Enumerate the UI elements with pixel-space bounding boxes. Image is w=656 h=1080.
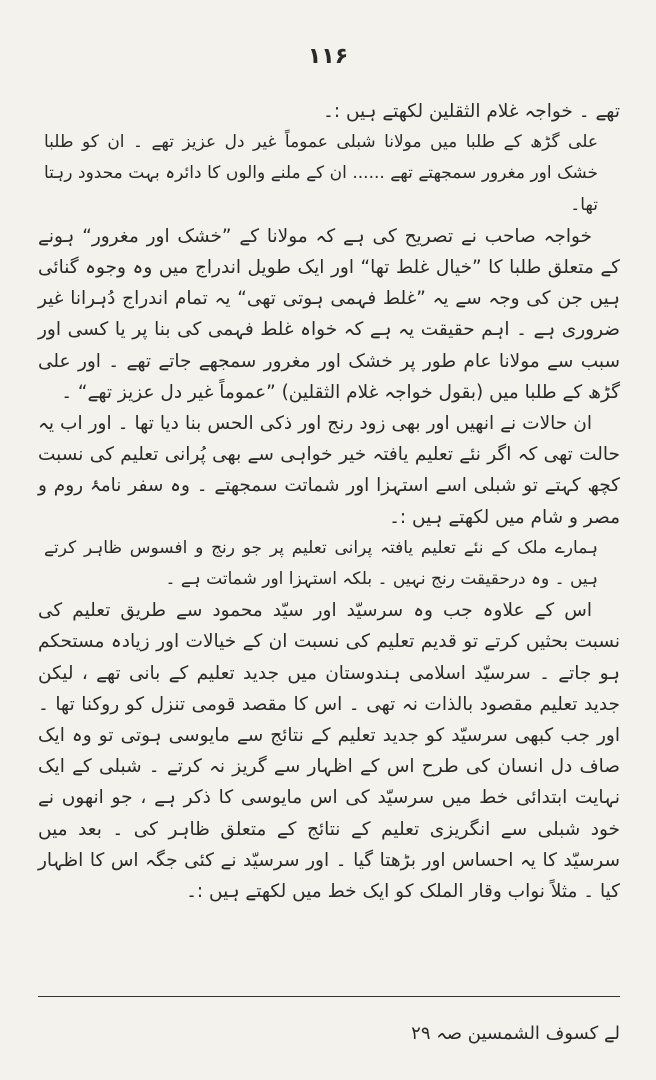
paragraph-sir-syed: اس کے علاوہ جب وہ سرسیّد اور سیّد محمود سے طریق تعلیم کی نسبت بحثیں کرتے تو قدیم تعلیم کی نسبت ان کے خیالات اور زیادہ مستحکم ہو جاتے ۔ سرسیّد اسلامی ہندوستان میں جدید تعلیم کے بانی تھے ، لیکن جدید تعلیم مقصود بالذات نہ تھی ۔ اس کا مقصد قومی تنزل کو روکنا تھا ۔ اور جب کبھی سرسیّد کو جدید تعلیم کے نتائج سے مایوسی ہوتی تو وہ ایک صاف دل انسان کی طرح اس کے اظہار سے گریز نہ کرتے ۔ شبلی کے ایک نہایت ابتدائی خط میں سرسیّد کی اس مایوسی کا ذکر ہے ، جو انھوں نے خود شبلی سے انگریزی تعلیم کے نتائج کے متعلق ظاہر کی ۔ بعد میں سرسیّد کا یہ احساس اور بڑھتا گیا ۔ اور سرسیّد نے کئی جگہ اس کا اظہار کیا ۔ مثلاً نواب وقار الملک کو ایک خط میں لکھتے ہیں :۔ <box>38 600 620 903</box>
paragraph-intro-line: تھے ۔ خواجہ غلام الثقلین لکھتے ہیں :۔ <box>323 101 620 122</box>
page-number: ۱۱۶ <box>307 44 349 69</box>
quote-block-safarnama: ہمارے ملک کے نئے تعلیم یافتہ پرانی تعلیم پر جو رنج و افسوس ظاہر کرتے ہیں ۔ وہ درحقیقت رنج نہیں ۔ بلکہ استہزا اور شماتت ہے ۔ <box>44 537 598 590</box>
footnote-divider <box>38 996 620 997</box>
body-text <box>38 96 620 907</box>
footnote: لے کسوف الشمسین صہ ۲۹ <box>411 1023 620 1044</box>
paragraph-khwaja-clarification: خواجہ صاحب نے تصریح کی ہے کہ مولانا کے ”خشک اور مغرور“ ہونے کے متعلق طلبا کا ”خیال غلط تھا“ اور ایک طویل اندراج میں وہ وجوہ گنائی ہیں جن کی وجہ سے یہ ”غلط فہمی ہوتی تھی“ یہ تمام اندراج دُہرانا غیر ضروری ہے ۔ اہم حقیقت یہ ہے کہ خواہ غلط فہمی کی بنا پر یا کسی اور سبب سے مولانا عام طور پر خشک اور مغرور سمجھے جاتے تھے ۔ اور علی گڑھ کے طلبا میں (بقول خواجہ غلام الثقلین) ”عموماً غیر دل عزیز تھے“ ۔ <box>38 225 620 403</box>
paragraph-circumstances: ان حالات نے انھیں اور بھی زود رنج اور ذکی الحس بنا دیا تھا ۔ اور اب یہ حالت تھی کہ اگر نئے تعلیم یافتہ خیر خواہی سے بھی پُرانی تعلیم کی نسبت کچھ کہتے تو شبلی اسے استہزا اور شماتت سمجھتے ۔ وہ سفر نامۂ روم و مصر و شام میں لکھتے ہیں :۔ <box>38 413 620 528</box>
quote-block-aligarh-students: علی گڑھ کے طلبا میں مولانا شبلی عموماً غیر دل عزیز تھے ۔ ان کو طلبا خشک اور مغرور سمجھتے تھے ...... ان کے ملنے والوں کا دائرہ بہت محدود رہتا تھا۔ <box>44 132 598 215</box>
